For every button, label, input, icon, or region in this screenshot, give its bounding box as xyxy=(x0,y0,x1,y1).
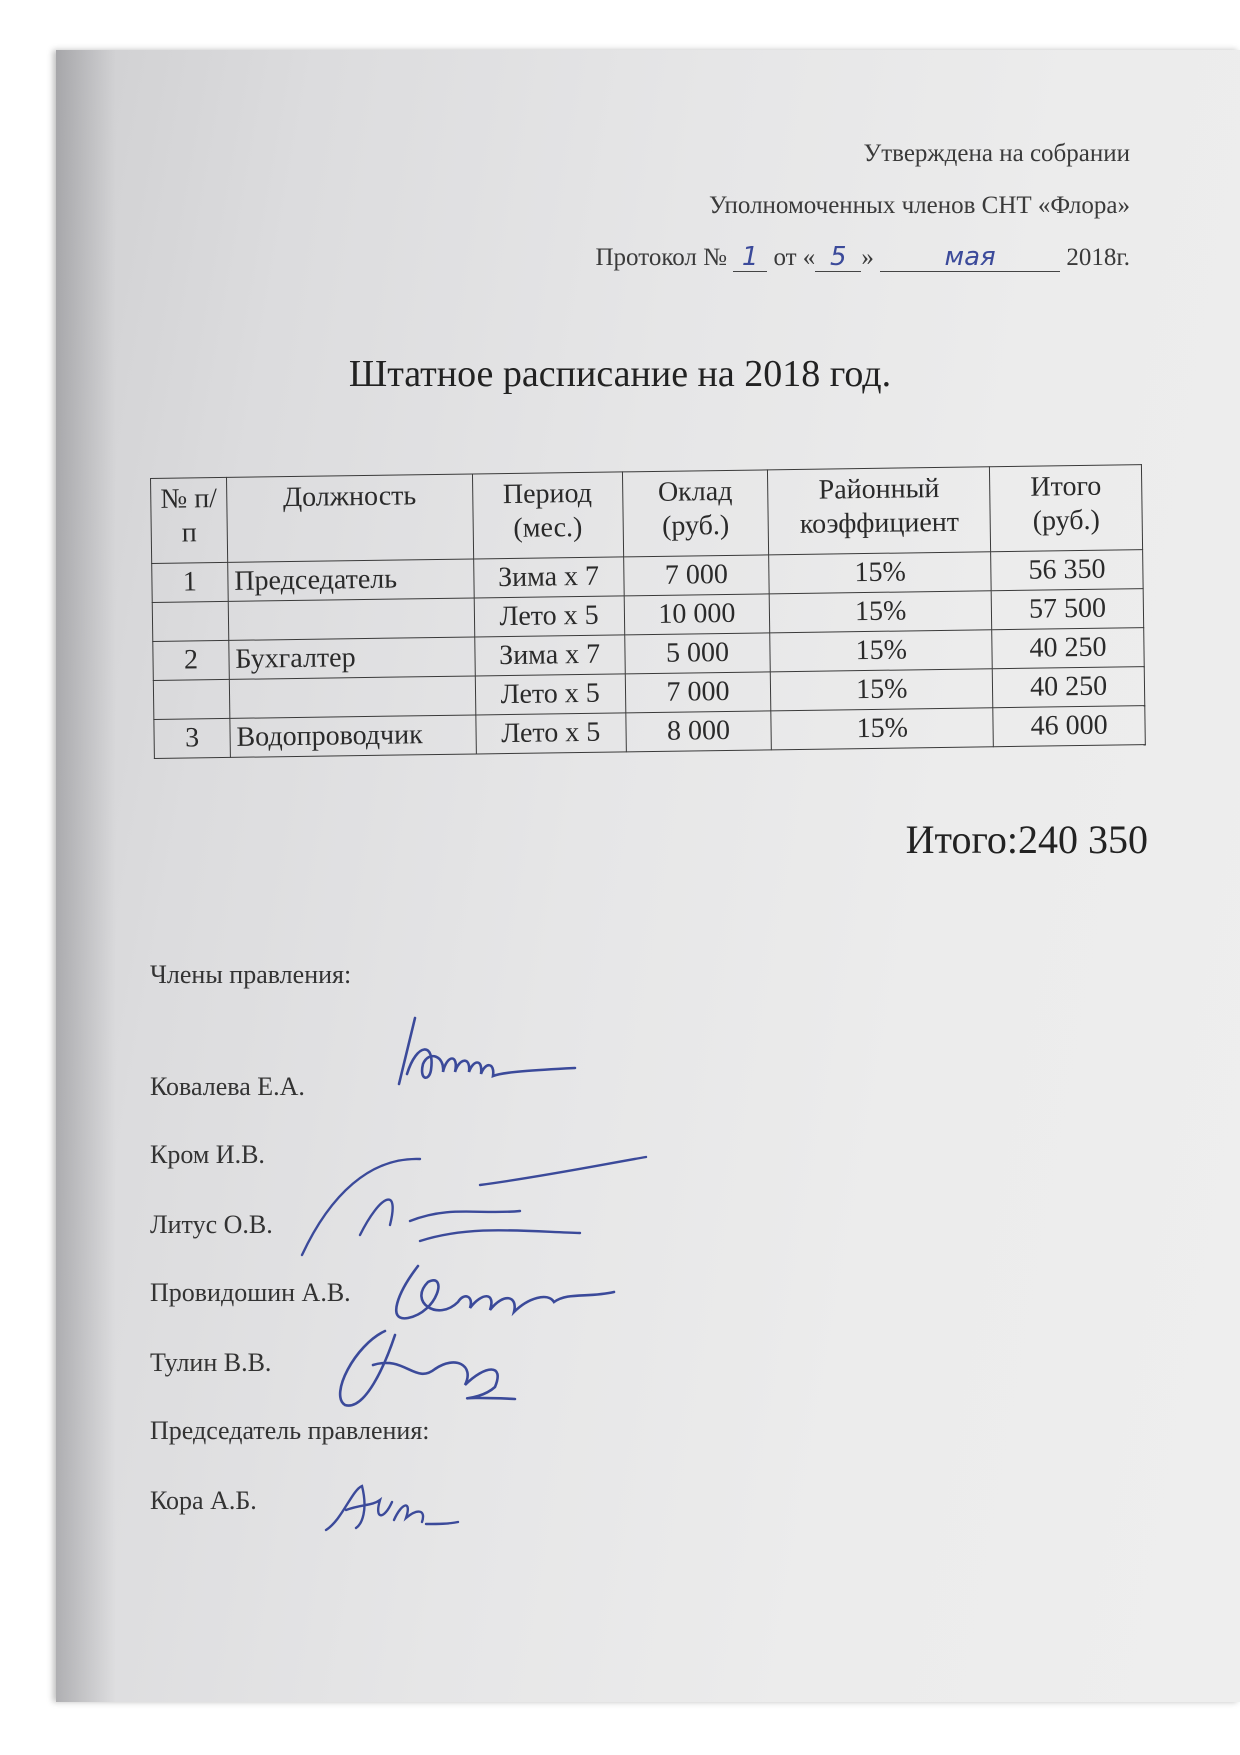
col-header-period: Период (мес.) xyxy=(472,472,623,559)
signature-litus xyxy=(300,1155,650,1265)
cell-number: 1 xyxy=(152,562,228,602)
cell-period: Зима х 7 xyxy=(474,635,624,676)
col-header-salary: Оклад (руб.) xyxy=(622,470,769,557)
paper-sheet xyxy=(56,50,1240,1702)
cell-number xyxy=(152,601,228,641)
member-name: Кром И.В. xyxy=(150,1140,265,1169)
cell-number: 3 xyxy=(154,718,230,758)
approval-header xyxy=(596,128,1131,284)
cell-position: Бухгалтер xyxy=(229,637,475,679)
cell-coefficient: 15% xyxy=(770,630,992,672)
cell-total: 56 350 xyxy=(991,550,1143,591)
cell-position: Водопроводчик xyxy=(230,715,476,757)
member-name: Тулин В.В. xyxy=(150,1348,272,1377)
date-close: » xyxy=(861,244,874,271)
member-name: Литус О.В. xyxy=(150,1210,273,1239)
cell-coefficient: 15% xyxy=(770,591,992,633)
cell-coefficient: 15% xyxy=(769,552,991,594)
signature-tulin xyxy=(325,1325,525,1415)
date-month: мая xyxy=(944,242,996,272)
signature-kovaleva xyxy=(385,1012,585,1102)
protocol-prefix: Протокол № xyxy=(595,244,727,271)
paper-edge-shadow xyxy=(56,50,116,1702)
protocol-number-field xyxy=(733,244,767,272)
col-header-number: № п/п xyxy=(151,477,228,563)
cell-position: Председатель xyxy=(228,559,474,601)
table-header-row xyxy=(151,465,1143,564)
cell-salary: 5 000 xyxy=(624,633,770,674)
board-members-label: Члены правления: xyxy=(150,960,352,989)
cell-salary: 7 000 xyxy=(625,672,771,713)
protocol-number: 1 xyxy=(741,242,759,272)
staff-table xyxy=(150,464,1146,759)
cell-period: Лето х 5 xyxy=(474,596,624,637)
chair-name: Кора А.Б. xyxy=(150,1486,257,1515)
cell-total: 57 500 xyxy=(991,589,1143,630)
document-title: Штатное расписание на 2018 год. xyxy=(348,353,892,395)
signature-kora xyxy=(322,1480,462,1540)
cell-salary: 10 000 xyxy=(624,594,770,635)
cell-total: 46 000 xyxy=(993,706,1145,747)
approval-line-2: Уполномоченных членов СНТ «Флора» xyxy=(709,192,1130,219)
cell-salary: 7 000 xyxy=(623,555,769,596)
cell-total: 40 250 xyxy=(992,628,1144,669)
col-header-position: Должность xyxy=(226,474,473,562)
protocol-line xyxy=(596,232,1131,284)
date-day: 5 xyxy=(830,242,847,272)
cell-period: Лето х 5 xyxy=(475,674,625,715)
cell-position xyxy=(229,676,475,718)
cell-salary: 8 000 xyxy=(625,711,771,752)
date-open: от « xyxy=(773,244,816,271)
cell-number xyxy=(153,679,229,719)
date-month-field xyxy=(880,244,1060,272)
date-day-field xyxy=(815,244,861,272)
member-name: Провидошин А.В. xyxy=(150,1278,351,1307)
cell-period: Лето х 5 xyxy=(476,713,626,754)
cell-position xyxy=(228,598,474,640)
cell-number: 2 xyxy=(153,640,229,680)
date-year: 2018г. xyxy=(1066,244,1130,271)
cell-coefficient: 15% xyxy=(771,708,993,750)
grand-total: Итого:240 350 xyxy=(905,817,1148,862)
col-header-coefficient: Районный коэффициент xyxy=(768,467,991,555)
col-header-total: Итого (руб.) xyxy=(990,465,1143,552)
chair-label: Председатель правления: xyxy=(150,1416,430,1445)
cell-period: Зима х 7 xyxy=(473,557,623,598)
member-name: Ковалева Е.А. xyxy=(150,1072,305,1101)
approval-line-1: Утверждена на собрании xyxy=(863,140,1130,167)
cell-total: 40 250 xyxy=(992,667,1144,708)
cell-coefficient: 15% xyxy=(771,669,993,711)
